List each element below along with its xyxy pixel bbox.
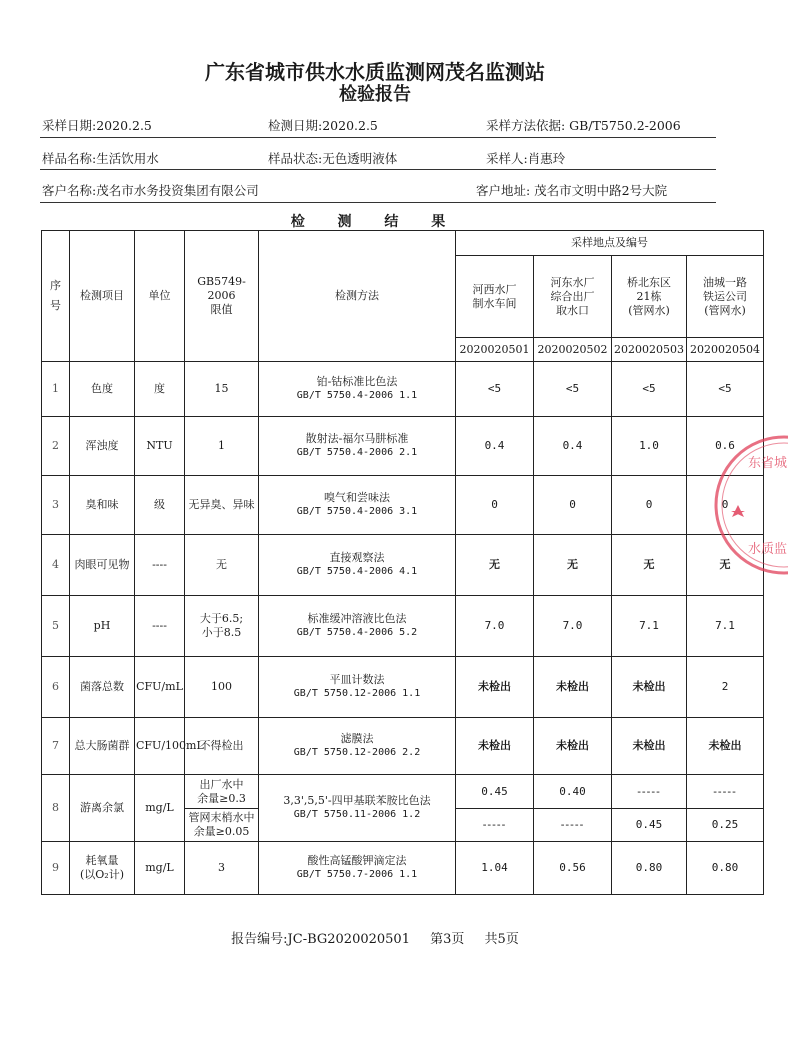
sample-status: 样品状态:无色透明液体	[268, 151, 398, 166]
row-unit: 度	[135, 362, 185, 417]
site-code: 2020020504	[687, 338, 764, 362]
item-name: 耗氧量	[85, 854, 119, 867]
row-limit	[185, 657, 259, 718]
result-value: 0.45	[612, 809, 687, 842]
result-value: <5	[612, 362, 687, 417]
site-name: 油城一路 铁运公司 (管网水)	[687, 256, 764, 338]
result-value: 0.80	[687, 842, 764, 895]
report-footer	[0, 928, 750, 947]
item-name: 肉眼可见物	[74, 558, 130, 571]
client-name: 客户名称:茂名市水务投资集团有限公司	[42, 183, 259, 198]
result-value: 7.1	[687, 596, 764, 657]
meta-divider	[40, 202, 716, 203]
report-number: 报告编号:JC-BG2020020501	[231, 932, 410, 947]
row-method	[259, 718, 456, 775]
row-limit	[185, 535, 259, 596]
method-standard: GB/T 5750.4-2006 3.1	[296, 506, 418, 517]
seal-text: 东省城	[748, 456, 788, 471]
result-value: 0.6	[687, 417, 764, 476]
row-method	[259, 362, 456, 417]
method-standard: GB/T 5750.11-2006 1.2	[293, 809, 421, 820]
item-note: (以O₂计)	[79, 868, 124, 881]
results-table	[41, 230, 764, 895]
seal-text: 水质监	[748, 542, 788, 557]
table-row	[42, 657, 764, 718]
official-seal	[708, 425, 788, 585]
limit-value: 无	[216, 558, 227, 571]
result-value: 0	[456, 476, 534, 535]
method-standard: GB/T 5750.12-2006 2.2	[293, 747, 421, 758]
page-number: 第3页	[430, 932, 465, 947]
method-standard: GB/T 5750.12-2006 1.1	[293, 688, 421, 699]
results-title: 检 测 结 果	[290, 214, 460, 230]
row-item	[70, 476, 135, 535]
header-method: 检测方法	[259, 231, 456, 362]
result-value: -----	[612, 775, 687, 809]
result-value: 无	[534, 535, 612, 596]
row-no: 6	[42, 657, 70, 718]
row-method	[259, 842, 456, 895]
result-value: 7.0	[534, 596, 612, 657]
row-unit: ----	[135, 596, 185, 657]
row-item	[70, 362, 135, 417]
row-unit: NTU	[135, 417, 185, 476]
site-code: 2020020501	[456, 338, 534, 362]
header-unit: 单位	[135, 231, 185, 362]
row-method	[259, 596, 456, 657]
row-item	[70, 657, 135, 718]
site-code: 2020020503	[612, 338, 687, 362]
method-standard: GB/T 5750.7-2006 1.1	[296, 869, 418, 880]
result-value: 7.1	[612, 596, 687, 657]
site-code: 2020020502	[534, 338, 612, 362]
row-limit: 出厂水中 余量≥0.3	[185, 775, 259, 809]
row-no: 1	[42, 362, 70, 417]
sampling-method: 采样方法依据: GB/T5750.2-2006	[486, 118, 681, 133]
limit-value: 100	[211, 680, 232, 693]
item-name: 色度	[91, 382, 113, 395]
row-limit	[185, 842, 259, 895]
result-value: 7.0	[456, 596, 534, 657]
method-name: 滤膜法	[340, 732, 374, 745]
row-limit	[185, 417, 259, 476]
limit-value: 大于6.5;	[199, 612, 244, 625]
result-value: -----	[456, 809, 534, 842]
table-row	[42, 362, 764, 417]
method-name: 3,3',5,5'-四甲基联苯胺比色法	[283, 794, 431, 807]
page-total: 共5页	[484, 932, 519, 947]
row-unit: mg/L	[135, 842, 185, 895]
row-limit	[185, 362, 259, 417]
item-name: 菌落总数	[80, 680, 124, 693]
row-item	[70, 417, 135, 476]
row-limit	[185, 476, 259, 535]
limit-value: 1	[218, 439, 225, 452]
result-value: <5	[687, 362, 764, 417]
result-value: 未检出	[687, 718, 764, 775]
header-sites-group: 采样地点及编号	[456, 231, 764, 256]
meta-row-sample	[0, 147, 750, 167]
result-rows	[42, 842, 764, 895]
meta-row-dates	[0, 114, 750, 134]
row-no: 3	[42, 476, 70, 535]
result-value: 1.04	[456, 842, 534, 895]
result-value: 0.56	[534, 842, 612, 895]
row-unit: CFU/mL	[135, 657, 185, 718]
meta-divider	[40, 169, 716, 170]
result-value: 0.25	[687, 809, 764, 842]
limit-value: 3	[218, 861, 225, 874]
result-value: 未检出	[612, 657, 687, 718]
row-unit: mg/L	[135, 775, 185, 842]
row-limit: 管网末梢水中 余量≥0.05	[185, 809, 259, 842]
header-item: 检测项目	[70, 231, 135, 362]
item-name: pH	[93, 619, 111, 632]
row-no: 4	[42, 535, 70, 596]
result-value: 0.45	[456, 775, 534, 809]
table-row	[42, 476, 764, 535]
row-limit	[185, 596, 259, 657]
result-value: 0	[612, 476, 687, 535]
result-rows	[42, 362, 764, 775]
seal-graphic	[708, 425, 788, 585]
row-no: 5	[42, 596, 70, 657]
row-item: 游离余氯	[70, 775, 135, 842]
sampler: 采样人:肖惠玲	[486, 151, 566, 166]
client-address: 客户地址: 茂名市文明中路2号大院	[476, 183, 668, 198]
row-unit: 级	[135, 476, 185, 535]
result-value: 未检出	[534, 718, 612, 775]
limit-value: 不得检出	[199, 739, 244, 752]
result-value: <5	[534, 362, 612, 417]
meta-row-client	[0, 179, 750, 199]
result-value: 0	[534, 476, 612, 535]
limit-value: 小于8.5	[201, 626, 242, 639]
result-value: 无	[687, 535, 764, 596]
method-name: 平皿计数法	[329, 673, 385, 686]
row-no: 2	[42, 417, 70, 476]
method-standard: GB/T 5750.4-2006 5.2	[296, 627, 418, 638]
site-name: 河西水厂 制水车间	[456, 256, 534, 338]
result-value: 未检出	[534, 657, 612, 718]
method-name: 直接观察法	[329, 551, 385, 564]
row-no: 8	[42, 775, 70, 842]
table-row	[42, 718, 764, 775]
sampling-date: 采样日期:2020.2.5	[42, 118, 152, 133]
row-method	[259, 417, 456, 476]
result-value: 2	[687, 657, 764, 718]
report-org-title: 广东省城市供水水质监测网茂名监测站	[205, 60, 545, 84]
result-value: 未检出	[456, 718, 534, 775]
header-limit-standard: GB5749-2006	[197, 275, 246, 302]
result-value: -----	[687, 775, 764, 809]
table-row	[42, 842, 764, 895]
result-value: 0	[687, 476, 764, 535]
site-name: 桥北东区 21栋 (管网水)	[612, 256, 687, 338]
result-value: 0.4	[456, 417, 534, 476]
row-unit: CFU/100mL	[135, 718, 185, 775]
header-limit	[185, 231, 259, 362]
row-unit: ----	[135, 535, 185, 596]
result-value: 未检出	[456, 657, 534, 718]
row-item	[70, 842, 135, 895]
method-standard: GB/T 5750.4-2006 1.1	[296, 390, 418, 401]
site-name: 河东水厂 综合出厂 取水口	[534, 256, 612, 338]
table-row	[42, 596, 764, 657]
result-value: 未检出	[612, 718, 687, 775]
row-item	[70, 596, 135, 657]
result-value: 0.4	[534, 417, 612, 476]
item-name: 浑浊度	[85, 439, 119, 452]
report-title: 检验报告	[339, 84, 411, 105]
method-name: 标准缓冲溶液比色法	[307, 612, 407, 625]
result-value: 无	[456, 535, 534, 596]
result-value: 0.40	[534, 775, 612, 809]
result-value: 1.0	[612, 417, 687, 476]
sample-name: 样品名称:生活饮用水	[42, 151, 159, 166]
result-value: -----	[534, 809, 612, 842]
row-item	[70, 718, 135, 775]
result-value: 0.80	[612, 842, 687, 895]
method-name: 嗅气和尝味法	[324, 491, 390, 504]
chlorine-rows	[42, 775, 764, 842]
item-name: 臭和味	[85, 498, 119, 511]
row-method	[259, 535, 456, 596]
limit-value: 15	[214, 382, 229, 395]
testing-date: 检测日期:2020.2.5	[268, 118, 378, 133]
row-method	[259, 775, 456, 842]
table-row	[42, 535, 764, 596]
table-row	[42, 417, 764, 476]
method-standard: GB/T 5750.4-2006 4.1	[296, 566, 418, 577]
result-value: 无	[612, 535, 687, 596]
item-name: 总大肠菌群	[74, 739, 130, 752]
row-no: 7	[42, 718, 70, 775]
row-method	[259, 657, 456, 718]
header-limit-label: 限值	[210, 303, 233, 316]
table-header	[42, 231, 764, 362]
row-item	[70, 535, 135, 596]
result-value: <5	[456, 362, 534, 417]
method-name: 铂-钴标准比色法	[316, 375, 398, 388]
header-no: 序号	[42, 231, 70, 362]
row-no: 9	[42, 842, 70, 895]
method-standard: GB/T 5750.4-2006 2.1	[296, 447, 418, 458]
row-method	[259, 476, 456, 535]
method-name: 酸性高锰酸钾滴定法	[307, 854, 407, 867]
limit-value: 无异臭、异味	[188, 498, 255, 511]
meta-divider	[40, 137, 716, 138]
method-name: 散射法-福尔马肼标准	[305, 432, 409, 445]
